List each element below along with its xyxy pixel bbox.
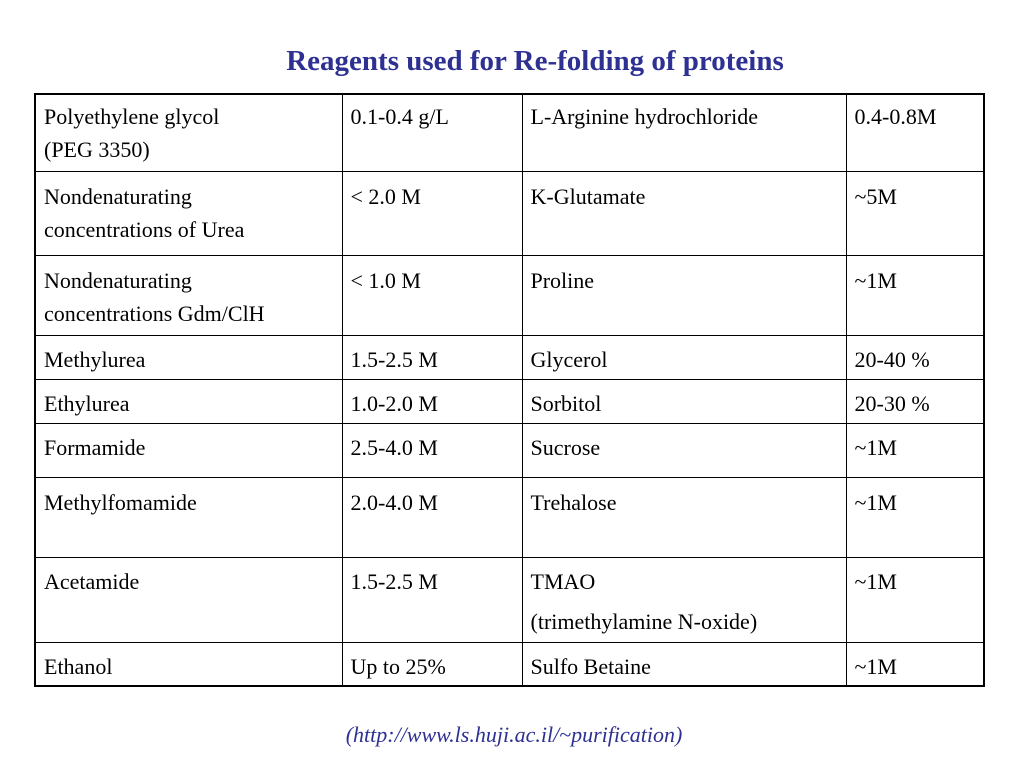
concentration-cell: 20-30 % — [846, 379, 984, 423]
concentration-cell: 20-40 % — [846, 335, 984, 379]
reagent-name-cell — [35, 171, 342, 255]
concentration-cell: < 1.0 M — [342, 255, 522, 335]
reagent-name-cell — [35, 94, 342, 171]
reagent-name-cell — [522, 335, 846, 379]
table-row — [35, 477, 984, 557]
reagent-name-cell — [522, 171, 846, 255]
table-row — [35, 379, 984, 423]
reagent-name-cell — [35, 557, 342, 642]
concentration-cell: Up to 25% — [342, 642, 522, 686]
table-row — [35, 255, 984, 335]
reagent-name-cell — [35, 423, 342, 477]
source-note: (http://www.ls.huji.ac.il/~purification) — [345, 722, 683, 747]
concentration-cell: < 2.0 M — [342, 171, 522, 255]
table-row — [35, 642, 984, 686]
reagent-name-line: Trehalose — [530, 489, 617, 515]
concentration-cell: 1.0-2.0 M — [342, 379, 522, 423]
reagent-name-line: Sucrose — [530, 434, 601, 460]
concentration-cell: ~1M — [846, 557, 984, 642]
reagent-name-line: L-Arginine hydrochloride — [530, 104, 758, 129]
concentration-cell: 2.5-4.0 M — [342, 423, 522, 477]
reagent-name-line: Ethanol — [44, 653, 113, 679]
reagent-name-cell — [522, 557, 846, 642]
reagent-name-cell — [522, 642, 846, 686]
reagent-name-cell — [522, 379, 846, 423]
reagent-name-line: Sulfo Betaine — [530, 653, 651, 679]
reagent-name-cell — [35, 379, 342, 423]
reagent-name-line: K-Glutamate — [530, 183, 646, 209]
reagent-name-line: Sorbitol — [530, 390, 602, 416]
reagent-name-cell — [35, 335, 342, 379]
concentration-cell: ~5M — [846, 171, 984, 255]
reagent-name-cell — [35, 477, 342, 557]
table-row — [35, 94, 984, 171]
concentration-cell: 2.0-4.0 M — [342, 477, 522, 557]
reagent-name-line: Ethylurea — [44, 390, 130, 416]
reagent-name-cell — [522, 255, 846, 335]
concentration-cell: 0.4-0.8M — [846, 94, 984, 171]
concentration-cell: ~1M — [846, 255, 984, 335]
reagent-name-line: concentrations of Urea — [44, 216, 245, 242]
reagent-name-line: Nondenaturating — [44, 267, 192, 293]
reagent-name-line: Methylurea — [44, 346, 146, 372]
reagent-name-line: Acetamide — [44, 568, 140, 594]
concentration-cell: 1.5-2.5 M — [342, 557, 522, 642]
reagent-name-line: (trimethylamine N-oxide) — [530, 608, 758, 634]
concentration-cell: ~1M — [846, 423, 984, 477]
reagent-name-cell — [522, 477, 846, 557]
concentration-cell: 1.5-2.5 M — [342, 335, 522, 379]
reagent-name-cell — [35, 255, 342, 335]
reagent-name-line: TMAO — [530, 568, 596, 594]
reagent-name-line: concentrations Gdm/ClH — [44, 300, 265, 326]
slide-title: Reagents used for Re-folding of proteins — [286, 45, 784, 77]
reagent-name-cell — [522, 423, 846, 477]
reagent-name-line: Polyethylene glycol — [44, 104, 220, 129]
reagent-name-line: Methylfomamide — [44, 489, 197, 515]
table-row — [35, 335, 984, 379]
reagent-name-line: Nondenaturating — [44, 183, 192, 209]
reagent-name-line: Proline — [530, 267, 595, 293]
reagent-table — [34, 93, 985, 687]
table-row — [35, 171, 984, 255]
reagent-name-cell — [35, 642, 342, 686]
reagent-name-line: Glycerol — [530, 346, 608, 372]
reagent-name-line: Formamide — [44, 434, 146, 460]
reagent-name-cell — [522, 94, 846, 171]
table-row — [35, 423, 984, 477]
concentration-cell: 0.1-0.4 g/L — [342, 94, 522, 171]
reagent-name-line: (PEG 3350) — [44, 137, 150, 162]
concentration-cell: ~1M — [846, 642, 984, 686]
concentration-cell: ~1M — [846, 477, 984, 557]
table-row — [35, 557, 984, 642]
